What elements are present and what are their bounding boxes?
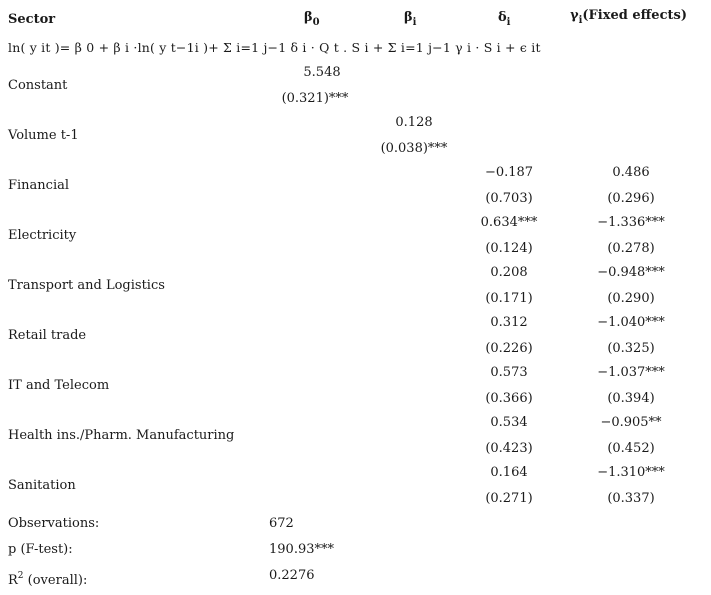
row-label-electricity: Electricity [8, 228, 77, 243]
retail-delta: 0.312 [490, 315, 528, 330]
header-gammai-note: (Fixed effects) [582, 8, 687, 23]
health-gamma: −0.905** [600, 415, 662, 430]
transport-gamma: −0.948*** [597, 265, 665, 280]
header-beta0-symbol: β [304, 10, 313, 25]
constant-beta0: 5.548 [303, 65, 341, 80]
header-betai-symbol: β [404, 10, 413, 25]
it-delta: 0.573 [490, 365, 528, 380]
row-label-constant: Constant [8, 78, 68, 93]
health-delta: 0.534 [490, 415, 528, 430]
retail-gamma: −1.040*** [597, 315, 665, 330]
financial-delta-se: (0.703) [485, 191, 533, 206]
it-gamma-se: (0.394) [607, 391, 655, 406]
header-betai [404, 10, 416, 31]
stat-label-r2-suffix: (overall): [23, 573, 88, 588]
header-beta0 [304, 10, 320, 31]
header-gammai-subscript: i [578, 15, 583, 26]
stat-label-ftest: p (F-test): [8, 542, 73, 557]
constant-beta0-se: (0.321)*** [281, 91, 349, 106]
stat-label-observations: Observations: [8, 516, 100, 531]
row-label-sanitation: Sanitation [8, 478, 76, 493]
stat-label-r2 [8, 568, 87, 589]
stat-value-r2: 0.2276 [269, 568, 315, 583]
transport-delta-se: (0.171) [485, 291, 533, 306]
financial-gamma-se: (0.296) [607, 191, 655, 206]
header-beta0-subscript: 0 [312, 17, 320, 28]
row-label-financial: Financial [8, 178, 70, 193]
sanitation-delta: 0.164 [490, 465, 528, 480]
row-label-health: Health ins./Pharm. Manufacturing [8, 428, 235, 443]
transport-delta: 0.208 [490, 265, 528, 280]
header-deltai-subscript: i [506, 17, 511, 28]
transport-gamma-se: (0.290) [607, 291, 655, 306]
retail-gamma-se: (0.325) [607, 341, 655, 356]
health-gamma-se: (0.452) [607, 441, 655, 456]
financial-gamma: 0.486 [612, 165, 650, 180]
financial-delta: −0.187 [484, 165, 534, 180]
stat-label-r2-superscript: 2 [17, 571, 24, 581]
volume-betai-se: (0.038)*** [380, 141, 448, 156]
model-equation: ln( y it )= β 0 + β i ·ln( y t−1i )+ Σ i=1 j−1 δ i · Q t . S i + Σ i=1 j−1 γ i · S i + ϵ it [8, 40, 541, 55]
sanitation-gamma: −1.310*** [597, 465, 665, 480]
row-label-it: IT and Telecom [8, 378, 110, 393]
health-delta-se: (0.423) [485, 441, 533, 456]
it-gamma: −1.037*** [597, 365, 665, 380]
header-deltai-symbol: δ [498, 10, 507, 25]
row-label-transport: Transport and Logistics [8, 278, 165, 293]
header-sector: Sector [8, 12, 56, 27]
row-label-volume: Volume t-1 [8, 128, 79, 143]
electricity-delta-se: (0.124) [485, 241, 533, 256]
header-deltai [498, 10, 510, 31]
header-gammai [570, 8, 687, 29]
stat-value-observations: 672 [269, 516, 294, 531]
it-delta-se: (0.366) [485, 391, 533, 406]
retail-delta-se: (0.226) [485, 341, 533, 356]
volume-betai: 0.128 [395, 115, 433, 130]
electricity-gamma-se: (0.278) [607, 241, 655, 256]
sanitation-delta-se: (0.271) [485, 491, 533, 506]
sanitation-gamma-se: (0.337) [607, 491, 655, 506]
stat-label-r2-letter: R [8, 573, 18, 588]
electricity-gamma: −1.336*** [597, 215, 665, 230]
stat-value-ftest: 190.93*** [269, 542, 334, 557]
header-betai-subscript: i [412, 17, 417, 28]
header-gammai-symbol: γ [570, 8, 579, 23]
row-label-retail: Retail trade [8, 328, 87, 343]
electricity-delta: 0.634*** [480, 215, 538, 230]
